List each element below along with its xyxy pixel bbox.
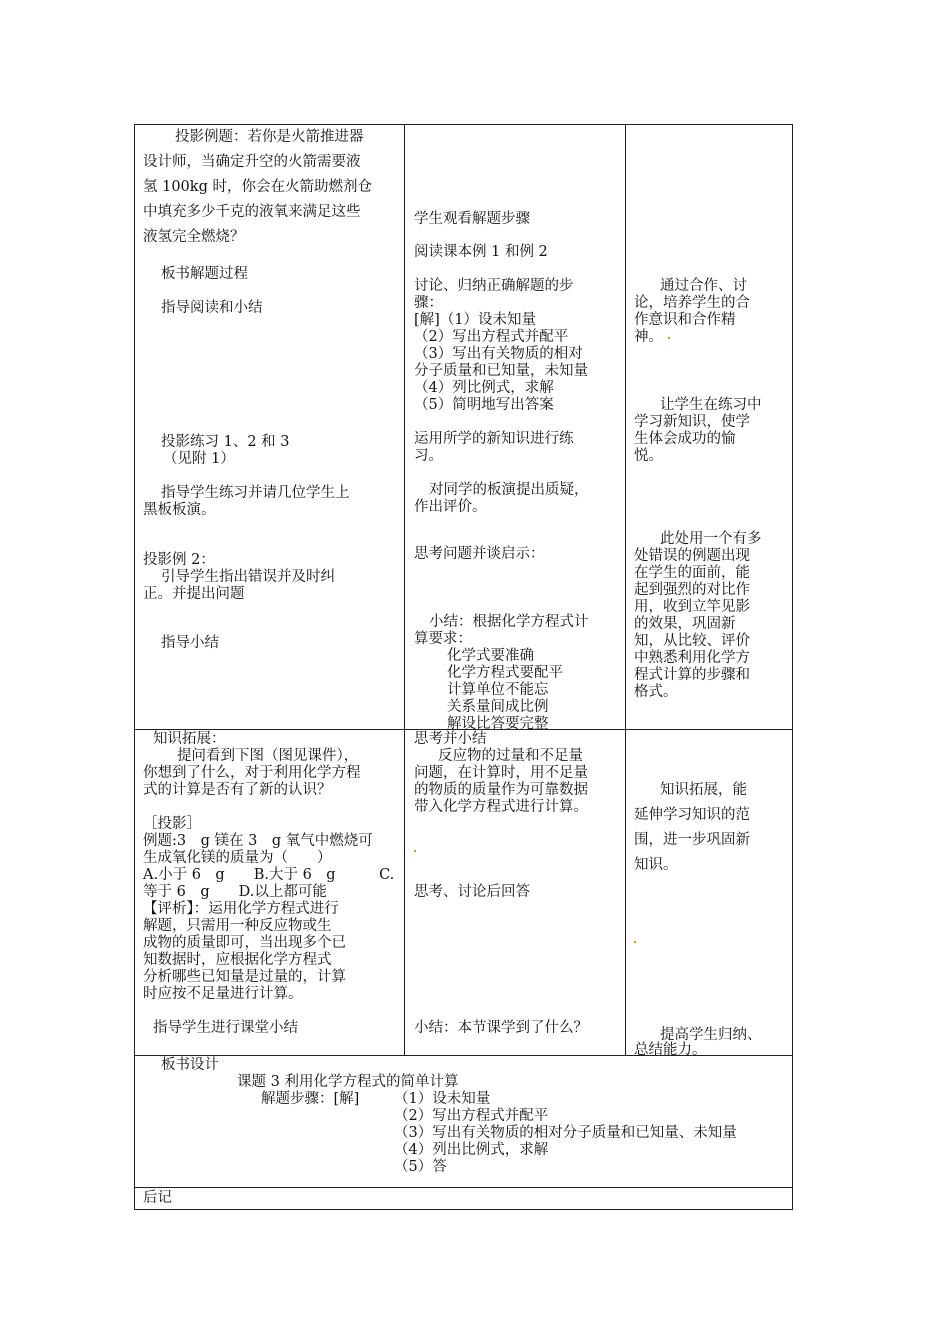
requirement-line: 化学式要准确: [447, 648, 534, 664]
postscript-cell: [135, 1188, 792, 1209]
example-line: 例题:3 g 镁在 3 g 氧气中燃烧可: [143, 833, 373, 849]
board-step: （1）设未知量: [394, 1091, 491, 1107]
option-line: 等于 6 g D.以上都可能: [143, 884, 327, 900]
student-activity-cell: [405, 125, 625, 732]
example-problem-line: 投影例题：若你是火箭推进器: [175, 129, 364, 145]
analysis-line: 解题，只需用一种反应物或生: [143, 918, 332, 934]
intent-line: 知识拓展，能: [660, 782, 747, 798]
question-line: 提问看到下图（图见课件），: [177, 748, 359, 764]
think-summary-label: 思考并小结: [414, 731, 487, 747]
exercise-label: 投影练习 1、2 和 3: [161, 434, 290, 450]
content-line: 带入化学方程式进行计算。: [414, 799, 588, 815]
board-step: （4）列出比例式，求解: [394, 1142, 549, 1158]
intent-line: 用，收到立竿见影: [634, 599, 750, 615]
option-line: A.小于 6 g B.大于 6 g C.: [143, 867, 395, 883]
analysis-line: 【评析】：运用化学方程式进行: [143, 901, 339, 917]
board-steps-label: 解题步骤：[解]: [261, 1091, 360, 1107]
intent-line: 延伸学习知识的范: [634, 807, 750, 823]
board-step: （3）写出有关物质的相对分子质量和已知量、未知量: [394, 1125, 737, 1141]
step-line: （5）简明地写出答案: [414, 397, 554, 413]
intent-line: 围，进一步巩固新: [634, 832, 750, 848]
board-step: （2）写出方程式并配平: [394, 1108, 549, 1124]
intent-line: 格式。: [634, 684, 678, 700]
guide-practice-line: 指导学生练习并请几位学生上: [161, 485, 350, 501]
practice-line: 运用所学的新知识进行练: [414, 431, 574, 447]
content-line: 问题，在计算时，用不足量: [414, 765, 588, 781]
postscript-label: 后记: [143, 1190, 172, 1206]
question-line: 式的计算是否有了新的认识？: [143, 782, 332, 798]
requirement-line: 关系量间成比例: [447, 699, 549, 715]
exercise-note: （见附 1）: [163, 451, 235, 467]
example-problem-line: 液氢完全燃烧？: [143, 229, 245, 245]
intent-line: 此处用一个有多: [660, 531, 762, 547]
intent-line: 提高学生归纳、: [660, 1027, 762, 1043]
requirement-line: 化学方程式要配平: [447, 665, 563, 681]
practice-line: 习。: [414, 448, 443, 464]
question-line: 对同学的板演提出质疑，: [429, 482, 589, 498]
intent-line: 处错误的例题出现: [634, 548, 750, 564]
step-line: （4）列比例式，求解: [414, 380, 554, 396]
example-problem-line: 氢 100kg 时，你会在火箭助燃剂仓: [143, 179, 372, 195]
analysis-line: 成物的质量即可，当出现多个已: [143, 935, 346, 951]
guide-reading-label: 指导阅读和小结: [161, 300, 263, 316]
board-process-label: 板书解题过程: [161, 266, 248, 282]
board-design-heading: 板书设计: [161, 1057, 219, 1073]
question-line: 作出评价。: [414, 499, 487, 515]
stray-mark: [634, 941, 636, 943]
example-problem-line: 中填充多少千克的液氧来满足这些: [143, 204, 361, 220]
intent-line: 起到强烈的对比作: [634, 582, 750, 598]
board-step: （5）答: [394, 1159, 447, 1175]
step-line: 分子质量和已知量，未知量: [414, 363, 588, 379]
requirement-line: 计算单位不能忘: [447, 682, 549, 698]
table-row: [135, 125, 793, 730]
read-label: 阅读课本例 1 和例 2: [414, 244, 548, 260]
summary-question: 小结：本节课学到了什么？: [414, 1020, 588, 1036]
intent-line: 通过合作、讨: [660, 278, 747, 294]
example-problem-line: 设计师，当确定升空的火箭需要液: [143, 154, 361, 170]
content-line: 反应物的过量和不足量: [438, 748, 583, 764]
board-title: 课题 3 利用化学方程式的简单计算: [237, 1074, 459, 1090]
discuss-line: 讨论、归纳正确解题的步: [414, 278, 574, 294]
intent-line: 的效果，巩固新: [634, 616, 736, 632]
design-intent-cell: [626, 125, 792, 729]
intent-line: 论，培养学生的合: [634, 295, 750, 311]
table-row: [135, 1188, 793, 1210]
student-activity-cell: [405, 730, 625, 1055]
intent-line: 生体会成功的愉: [634, 431, 736, 447]
analysis-line: 时应按不足量进行计算。: [143, 986, 303, 1002]
intent-line: 学习新知识，使学: [634, 414, 750, 430]
analysis-line: 知数据时，应根据化学方程式: [143, 952, 332, 968]
intent-line: 中熟悉利用化学方: [634, 650, 750, 666]
design-intent-cell: [626, 730, 792, 1058]
intent-line: 神。: [634, 329, 663, 345]
intent-line: 让学生在练习中: [660, 397, 762, 413]
summary-line: 算要求：: [414, 631, 472, 647]
intent-line: 程式计算的步骤和: [634, 667, 750, 683]
projection-label: ［投影］: [143, 816, 201, 832]
intent-line: 知识。: [634, 857, 678, 873]
teacher-activity-cell: [135, 730, 404, 1055]
intent-line: 总结能力。: [634, 1042, 707, 1058]
step-line: （2）写出方程式并配平: [414, 329, 569, 345]
board-design-cell: [135, 1056, 792, 1187]
lead-line: 引导学生指出错误并及时纠: [161, 569, 335, 585]
watch-label: 学生观看解题步骤: [414, 211, 530, 227]
step-line: [解]（1）设未知量: [414, 312, 537, 328]
guide-practice-line: 黑板板演。: [143, 502, 216, 518]
stray-mark: [414, 850, 416, 852]
step-line: （3）写出有关物质的相对: [414, 346, 583, 362]
summary-line: 小结：根据化学方程式计: [429, 614, 589, 630]
example2-label: 投影例 2：: [143, 552, 215, 568]
intent-line: 悦。: [634, 448, 663, 464]
requirement-line: 解设比答要完整: [447, 716, 549, 732]
table-row: [135, 1056, 793, 1188]
discuss-line: 骤：: [414, 295, 443, 311]
intent-line: 知，从比较、评价: [634, 633, 750, 649]
lead-line: 正。并提出问题: [143, 586, 245, 602]
answer-label: 思考、讨论后回答: [414, 884, 530, 900]
analysis-line: 分析哪些已知量是过量的，计算: [143, 969, 346, 985]
question-line: 你想到了什么，对于利用化学方程: [143, 765, 361, 781]
stray-mark: [668, 337, 670, 339]
intent-line: 在学生的面前，能: [634, 565, 750, 581]
table-row: [135, 730, 793, 1056]
guide-summary-label: 指导学生进行课堂小结: [153, 1020, 298, 1036]
think-label: 思考问题并谈启示：: [414, 546, 545, 562]
content-line: 的物质的质量作为可靠数据: [414, 782, 588, 798]
intent-line: 作意识和合作精: [634, 312, 736, 328]
knowledge-extension-heading: 知识拓展：: [153, 731, 226, 747]
example-line: 生成氧化镁的质量为（ ）: [143, 850, 332, 866]
guide-summary-label: 指导小结: [161, 635, 219, 651]
teacher-activity-cell: [135, 125, 404, 729]
lesson-plan-table: [134, 124, 793, 1210]
